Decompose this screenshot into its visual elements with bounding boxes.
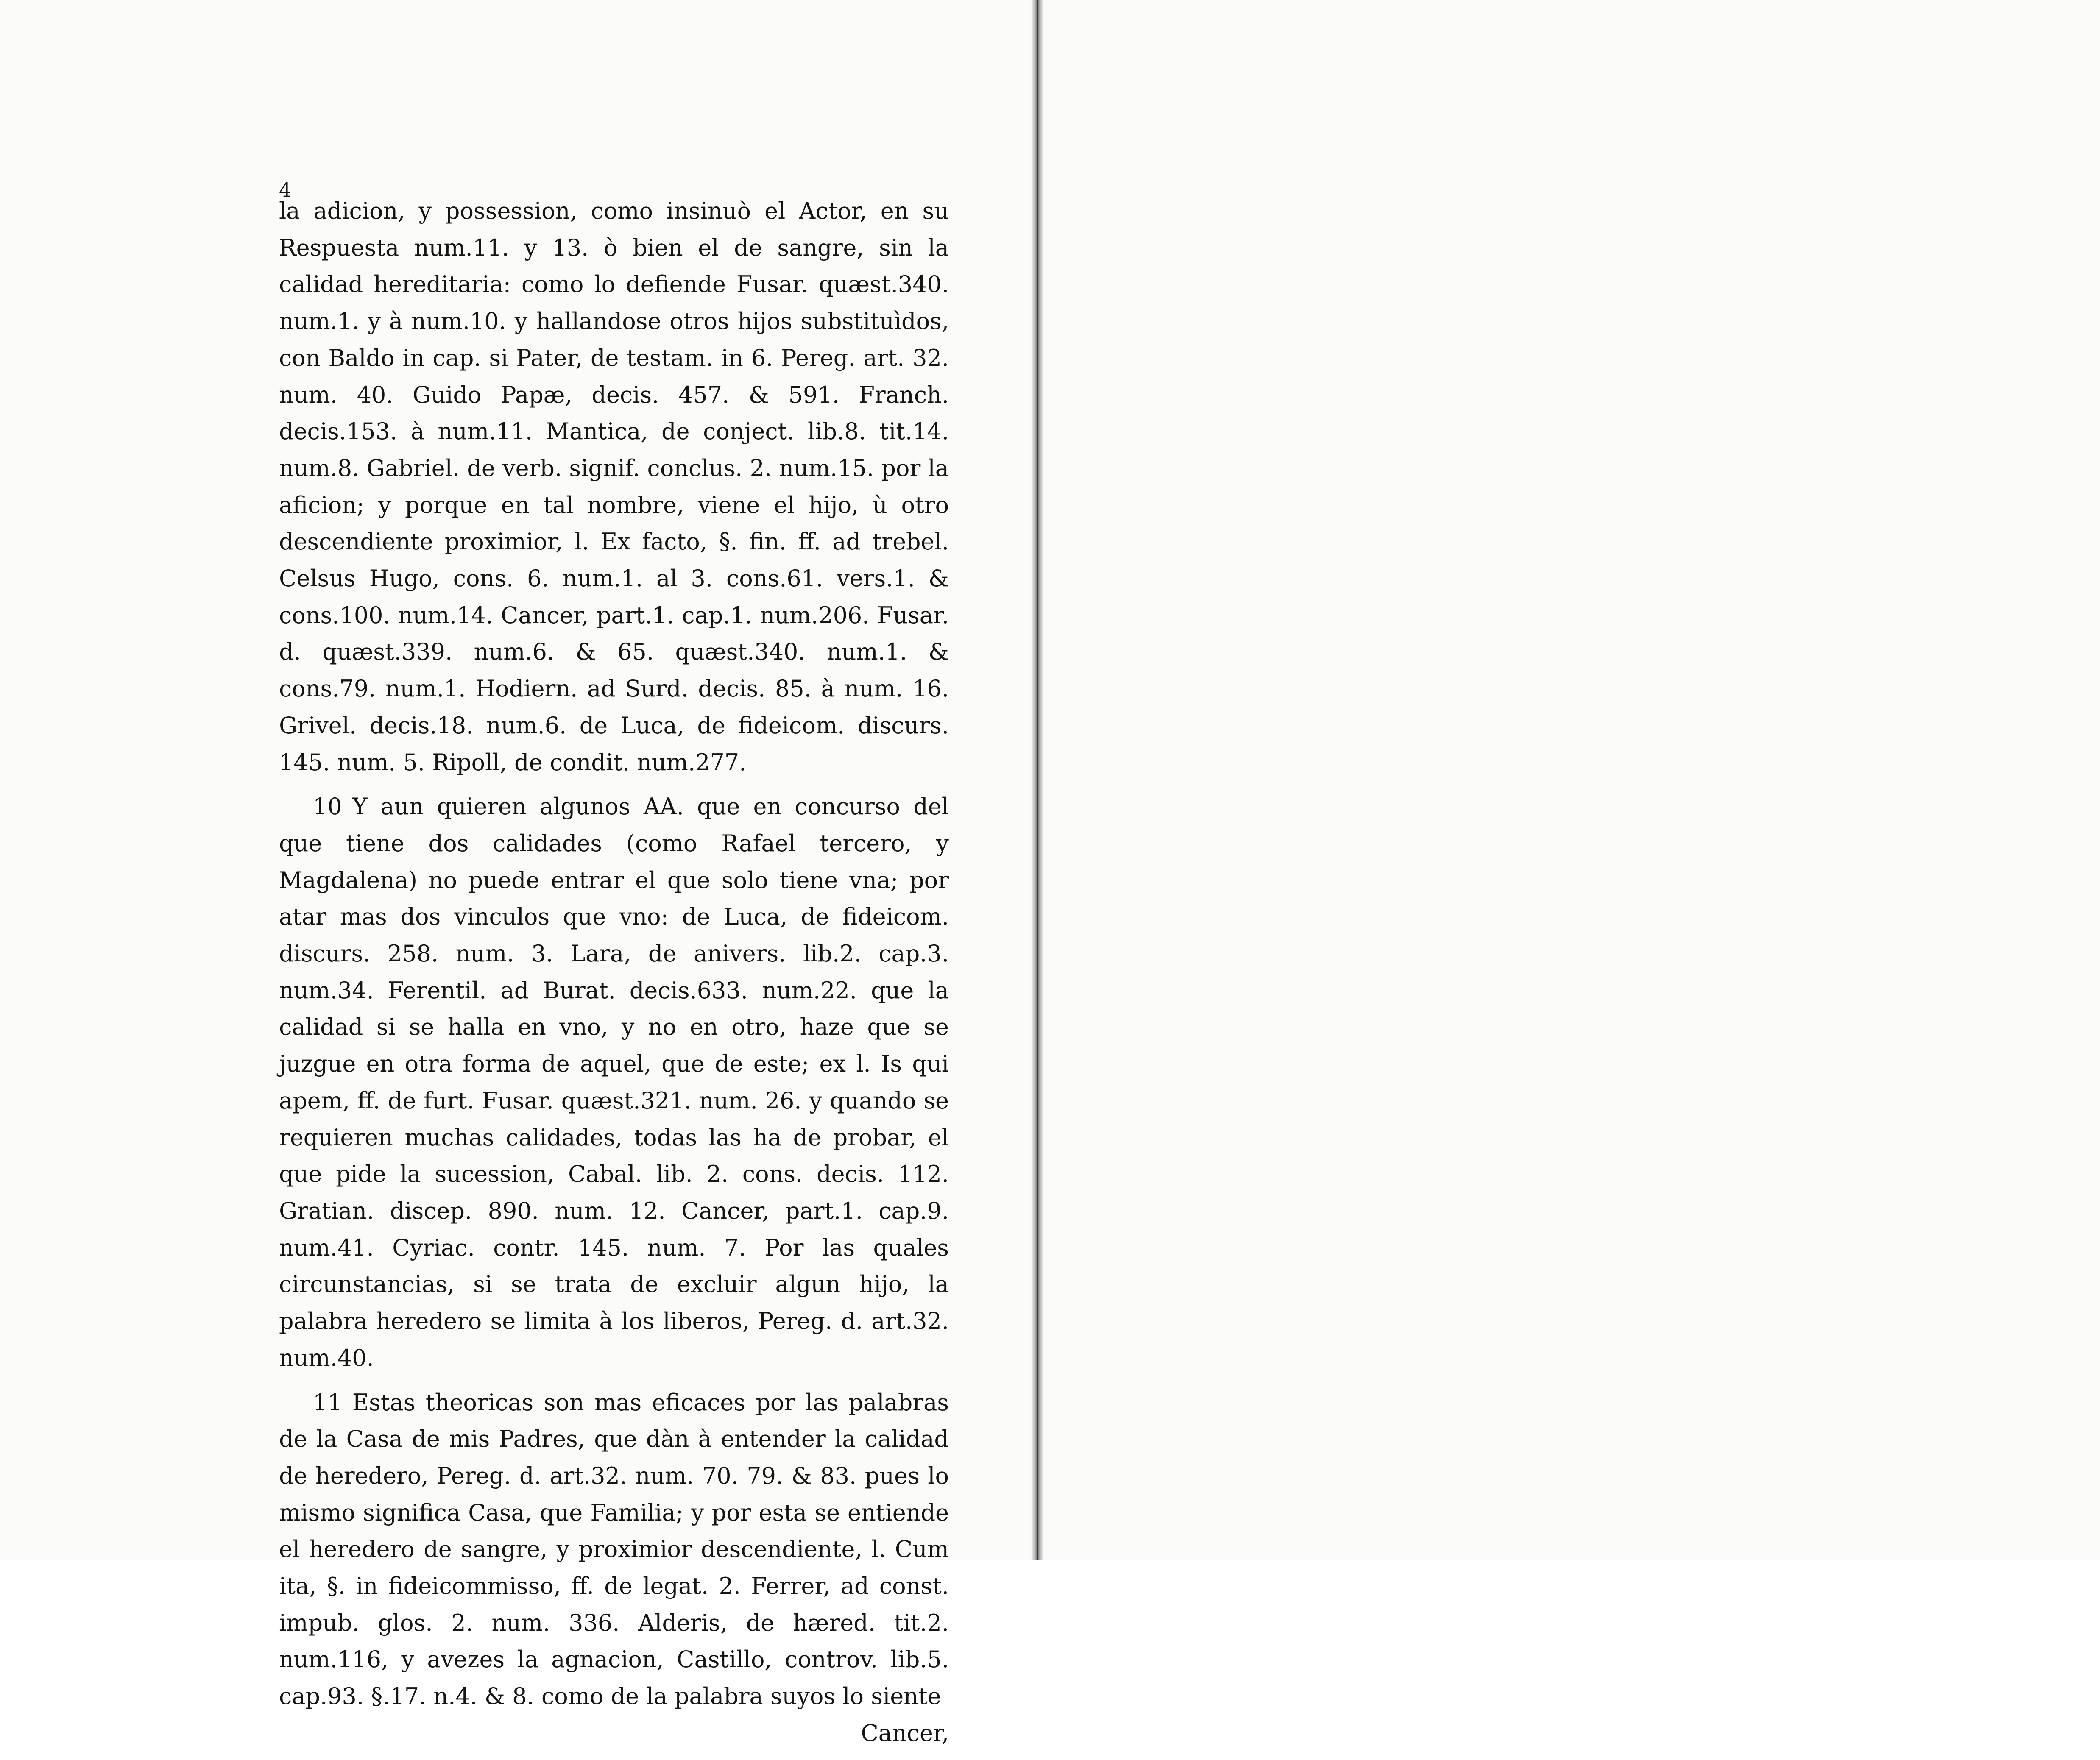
right-page bbox=[1043, 0, 2100, 1560]
page-number: 4 bbox=[279, 178, 292, 201]
paragraph-text: Estas theoricas son mas eficaces por las palabras de la Casa de mis Padres, que dàn à entender la calidad de heredero, Pereg. d. art.32. num. 70. 79. & 83. pues lo mismo significa Casa, que Familia; y por esta se entiende el heredero de sangre, y proximior descendiente, l. Cum ita, §. in fideicommisso, ff. de legat. 2. Ferrer, ad const. impub. glos. 2. num. 336. Alderis, de hæred. tit.2. num.116, y avezes la agnacion, Castillo, controv. lib.5. cap.93. §.17. n.4. & 8. como de la palabra suyos lo siente bbox=[279, 1389, 949, 1710]
paragraph-number: 10 bbox=[313, 793, 342, 820]
paragraph-11 bbox=[279, 1384, 949, 1715]
catchword: Cancer, bbox=[861, 1719, 949, 1746]
paragraph-text: Y aun quieren algunos AA. que en concurso del que tiene dos calidades (como Rafael tercero, y Magdalena) no puede entrar el que solo tiene vna; por atar mas dos vinculos que vno: de Luca, de fideicom. discurs. 258. num. 3. Lara, de anivers. lib.2. cap.3. num.34. Ferentil. ad Burat. decis.633. num.22. que la calidad si se halla en vno, y no en otro, haze que se juzgue en otra forma de aquel, que de este; ex l. Is qui apem, ff. de furt. Fusar. quæst.321. num. 26. y quando se requieren muchas calidades, todas las ha de probar, el que pide la sucession, Cabal. lib. 2. cons. decis. 112. Gratian. discep. 890. num. 12. Cancer, part.1. cap.9. num.41. Cyriac. contr. 145. num. 7. Por las quales circunstancias, si se trata de excluir algun hijo, la palabra heredero se limita à los liberos, Pereg. d. art.32. num.40. bbox=[279, 793, 949, 1371]
left-page bbox=[0, 0, 1035, 1746]
paragraph-continuation bbox=[279, 193, 949, 781]
left-text-block bbox=[279, 193, 949, 1752]
paragraph-10 bbox=[279, 788, 949, 1376]
catchword-row bbox=[279, 1715, 949, 1752]
paragraph-text: la adicion, y possession, como insinuò el Actor, en su Respuesta num.11. y 13. ò bien el de sangre, sin la calidad hereditaria: como lo defiende Fusar. quæst.340. num.1. y à num.10. y hallandose otros hijos substituìdos, con Baldo in cap. si Pater, de testam. in 6. Pereg. art. 32. num. 40. Guido Papæ, decis. 457. & 591. Franch. decis.153. à num.11. Mantica, de conject. lib.8. tit.14. num.8. Gabriel. de verb. signif. conclus. 2. num.15. por la aficion; y porque en tal nombre, viene el hijo, ù otro descendiente proximior, l. Ex facto, §. fin. ff. ad trebel. Celsus Hugo, cons. 6. num.1. al 3. cons.61. vers.1. & cons.100. num.14. Cancer, part.1. cap.1. num.206. Fusar. d. quæst.339. num.6. & 65. quæst.340. num.1. & cons.79. num.1. Hodiern. ad Surd. decis. 85. à num. 16. Grivel. decis.18. num.6. de Luca, de fideicom. discurs. 145. num. 5. Ripoll, de condit. num.277. bbox=[279, 198, 949, 776]
paragraph-number: 11 bbox=[313, 1389, 342, 1416]
book-gutter bbox=[1031, 0, 1044, 1560]
